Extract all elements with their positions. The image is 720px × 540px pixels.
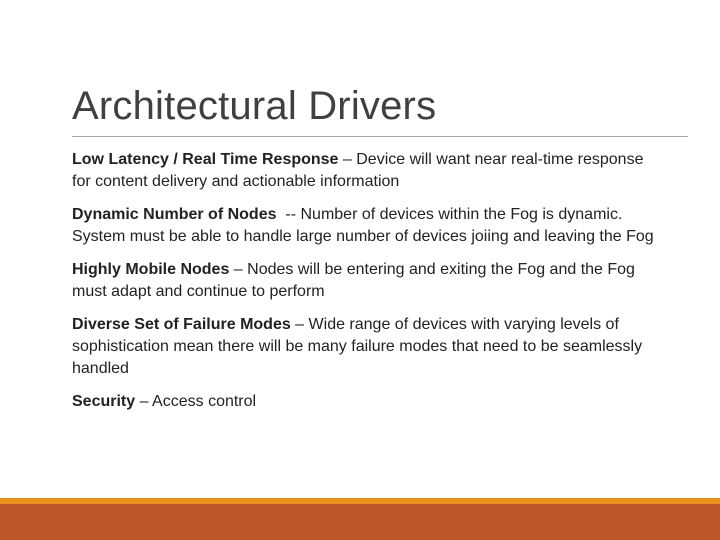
item-separator: – <box>338 151 357 168</box>
list-item-security <box>72 391 662 413</box>
item-term: Highly Mobile Nodes <box>72 261 230 278</box>
item-description: Nodes will be entering and exiting the Fog and the Fog must adapt and continue to perform <box>72 261 635 300</box>
item-separator: – <box>229 261 248 278</box>
item-term: Dynamic Number of Nodes <box>72 206 277 223</box>
footer-bar <box>0 504 720 540</box>
title-underline <box>72 136 688 137</box>
item-description: Number of devices within the Fog is dynamic. System must be able to handle large number of devices joiing and leaving the Fog <box>72 206 654 245</box>
slide-title: Architectural Drivers <box>72 84 437 128</box>
item-description: Access control <box>152 393 257 410</box>
item-term: Low Latency / Real Time Response <box>72 151 339 168</box>
item-description: Device will want near real-time response for content delivery and actionable information <box>72 151 644 190</box>
item-description: Wide range of devices with varying levels of sophistication mean there will be many failure modes that need to be seamlessly handled <box>72 316 643 377</box>
list-item-dynamic-nodes <box>72 204 662 248</box>
item-separator: – <box>135 393 153 410</box>
bullet-list <box>72 149 662 424</box>
item-term: Security <box>72 393 136 410</box>
item-separator: – <box>290 316 309 333</box>
item-term: Diverse Set of Failure Modes <box>72 316 291 333</box>
list-item-mobile-nodes <box>72 259 662 303</box>
list-item-low-latency <box>72 149 662 193</box>
list-item-failure-modes <box>72 314 662 380</box>
item-separator: -- <box>276 206 301 223</box>
